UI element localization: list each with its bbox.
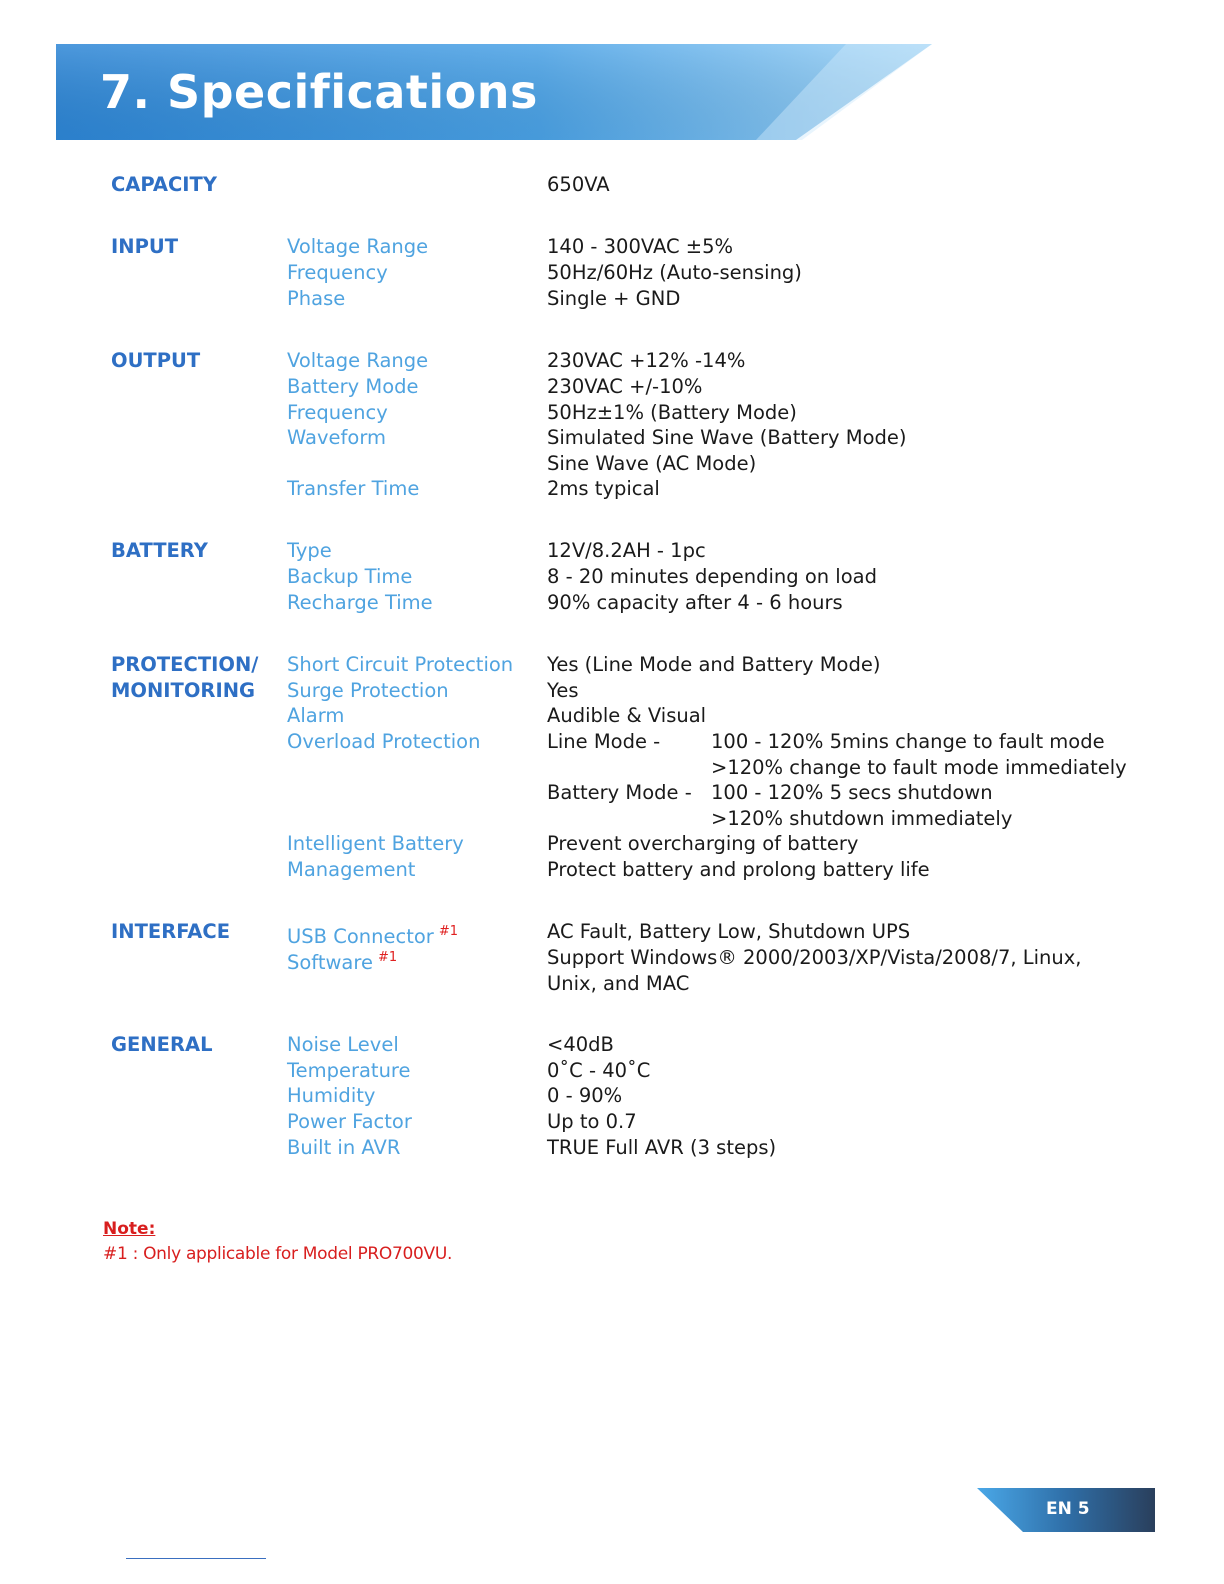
param-value: Unix, and MAC bbox=[547, 972, 690, 995]
param-value: Simulated Sine Wave (Battery Mode) bbox=[547, 426, 907, 449]
param-value: 0˚C - 40˚C bbox=[547, 1059, 651, 1082]
param-label: Power Factor bbox=[287, 1110, 412, 1133]
param-value: 230VAC +/-10% bbox=[547, 375, 703, 398]
param-label: Waveform bbox=[287, 426, 386, 449]
param-value: 100 - 120% 5 secs shutdown bbox=[711, 781, 993, 804]
param-value: Protect battery and prolong battery life bbox=[547, 858, 930, 881]
param-label: Type bbox=[287, 539, 332, 562]
capacity-value: 650VA bbox=[547, 173, 610, 196]
param-label: Temperature bbox=[287, 1059, 411, 1082]
param-label: USB Connector bbox=[287, 925, 434, 948]
param-label: Surge Protection bbox=[287, 679, 449, 702]
param-label: Humidity bbox=[287, 1084, 376, 1107]
page-title: 7. Specifications bbox=[100, 65, 538, 119]
param-label: Frequency bbox=[287, 401, 388, 424]
param-value: 0 - 90% bbox=[547, 1084, 623, 1107]
param-value: >120% shutdown immediately bbox=[711, 807, 1013, 830]
note-text: #1 : Only applicable for Model PRO700VU. bbox=[103, 1244, 453, 1264]
param-value: 100 - 120% 5mins change to fault mode bbox=[711, 730, 1105, 753]
param-label: Transfer Time bbox=[287, 477, 420, 500]
param-value: Battery Mode - bbox=[547, 781, 692, 804]
param-value: 140 - 300VAC ±5% bbox=[547, 235, 734, 258]
footer-divider bbox=[126, 1558, 266, 1559]
param-label: Backup Time bbox=[287, 565, 413, 588]
param-label-with-footnote bbox=[287, 945, 397, 976]
note-title: Note: bbox=[103, 1219, 156, 1239]
param-label: Management bbox=[287, 858, 416, 881]
param-label: Voltage Range bbox=[287, 349, 429, 372]
param-label: Built in AVR bbox=[287, 1136, 401, 1159]
section-label-output: OUTPUT bbox=[111, 349, 201, 372]
param-value: >120% change to fault mode immediately bbox=[711, 756, 1127, 779]
param-label: Voltage Range bbox=[287, 235, 429, 258]
param-value: AC Fault, Battery Low, Shutdown UPS bbox=[547, 920, 911, 943]
param-value: 50Hz±1% (Battery Mode) bbox=[547, 401, 797, 424]
param-label: Noise Level bbox=[287, 1033, 399, 1056]
param-value: TRUE Full AVR (3 steps) bbox=[547, 1136, 777, 1159]
param-label: Intelligent Battery bbox=[287, 832, 464, 855]
param-label: Overload Protection bbox=[287, 730, 481, 753]
section-label-interface: INTERFACE bbox=[111, 920, 231, 943]
param-label: Alarm bbox=[287, 704, 345, 727]
param-label: Frequency bbox=[287, 261, 388, 284]
footnote-mark: #1 bbox=[377, 950, 398, 965]
param-value: 230VAC +12% -14% bbox=[547, 349, 746, 372]
param-value: 50Hz/60Hz (Auto-sensing) bbox=[547, 261, 802, 284]
param-value: Single + GND bbox=[547, 287, 681, 310]
param-label: Recharge Time bbox=[287, 591, 433, 614]
section-label-input: INPUT bbox=[111, 235, 179, 258]
param-value: Audible & Visual bbox=[547, 704, 707, 727]
param-label: Battery Mode bbox=[287, 375, 419, 398]
param-value: Support Windows® 2000/2003/XP/Vista/2008/7, Linux, bbox=[547, 946, 1082, 969]
section-label-general: GENERAL bbox=[111, 1033, 213, 1056]
param-value: 8 - 20 minutes depending on load bbox=[547, 565, 877, 588]
param-label: Software bbox=[287, 951, 373, 974]
param-value: Yes (Line Mode and Battery Mode) bbox=[547, 653, 881, 676]
param-label: Phase bbox=[287, 287, 346, 310]
param-value: Sine Wave (AC Mode) bbox=[547, 452, 757, 475]
footnote-mark: #1 bbox=[438, 924, 458, 939]
param-value: Up to 0.7 bbox=[547, 1110, 637, 1133]
param-value: Prevent overcharging of battery bbox=[547, 832, 859, 855]
param-value: <40dB bbox=[547, 1033, 614, 1056]
param-value: Line Mode - bbox=[547, 730, 661, 753]
param-value: Yes bbox=[547, 679, 579, 702]
param-label: Short Circuit Protection bbox=[287, 653, 514, 676]
page-number: EN 5 bbox=[1046, 1499, 1090, 1519]
section-label-battery: BATTERY bbox=[111, 539, 208, 562]
param-value: 12V/8.2AH - 1pc bbox=[547, 539, 706, 562]
param-value: 2ms typical bbox=[547, 477, 660, 500]
section-label-capacity: CAPACITY bbox=[111, 173, 217, 196]
section-label-protection: PROTECTION/ MONITORING bbox=[111, 653, 259, 702]
param-value: 90% capacity after 4 - 6 hours bbox=[547, 591, 843, 614]
